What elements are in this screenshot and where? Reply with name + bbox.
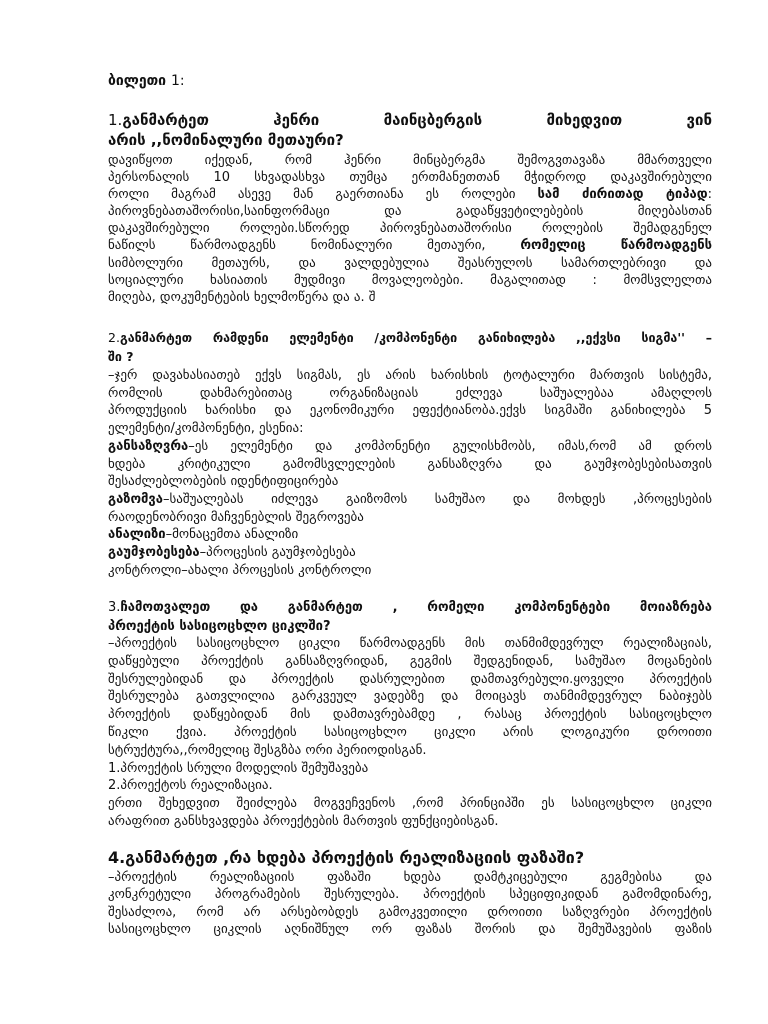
body-line: პიროვნებათაშორისი,საინფორმაცი და გადაწყვეტილებების მიღებასთან	[108, 204, 712, 220]
question-1-heading	[108, 110, 712, 150]
bold-term: გაზომვა	[108, 491, 163, 507]
heading-line: ში ?	[108, 349, 134, 364]
bold-term: სამ ძირითად ტიპად	[537, 187, 708, 203]
question-1-body	[108, 152, 712, 306]
body-text: როლი მაგრამ ასევე მან გაერთიანა ეს როლები	[108, 187, 538, 203]
heading-line: არის ,,ნომინალური მეთაური?	[108, 131, 344, 149]
body-line: –ჯერ დავახასიათებ ექვს სიგმას, ეს არის ხარისხის ტოტალური მართვის სისტემა,	[108, 368, 712, 383]
question-number: 3.	[108, 600, 121, 615]
body-line: დავიწყოთ იქედან, რომ ჰენრი მინცბერგმა შემოგვთავაზა მმართველი	[108, 153, 712, 168]
body-line: სოციალური ხასიათის მუდმივი მოვალეობები. მაგალითად : მომსვლელთა	[108, 272, 712, 288]
body-line	[108, 186, 712, 203]
body-line: პერსონალის 10 სხვადასხვა თუმცა ერთმანეთთან მჭიდროდ დაკავშირებული	[108, 170, 712, 186]
body-line: პროდუქციის ხარისხი და ეკონომიკური ეფექტიანობა.ექვს სიგმაში განიხილება 5	[108, 403, 712, 419]
question-number: 4.	[108, 848, 126, 867]
body-text: –პროცესის გაუმჯობესება	[199, 545, 356, 561]
body-line	[108, 544, 712, 562]
heading-line	[108, 848, 712, 868]
body-line: რომლის დახმარებითაც ორგანიზაციას ეძლევა საშუალებაა ამაღლოს	[108, 385, 712, 401]
body-line: –პროექტის სასიცოცხლო ციკლი წარმოადგენს მის თანმიმდევრულ რეალიზაციას,	[108, 636, 712, 651]
body-line: შესაძლებლობების იდენტიფიცირება	[108, 474, 339, 490]
body-line: დაკავშირებული როლები.სწორედ პიროვნებათაშორისი როლების შემადგენელ	[108, 221, 712, 237]
question-4-heading	[108, 848, 712, 868]
question-3-body	[108, 635, 712, 831]
heading-text: ჩამოთვალეთ და განმარტეთ , რომელი კომპონენტები მოიაზრება	[120, 600, 712, 615]
body-line: ელემენტი/კომპონენტი, ესენია:	[108, 421, 304, 437]
body-line: შესაძლოა, რომ არ არსებობდეს გამოკვეთილი დროითი საზღვრები პროექტის	[108, 904, 712, 920]
body-line: 1.პროექტის სრული მოდელის შემუშავება	[108, 760, 369, 776]
question-2-heading	[108, 328, 712, 366]
heading-line	[108, 110, 712, 130]
question-3-heading	[108, 598, 712, 636]
question-2-body	[108, 367, 712, 579]
body-line: ერთი შეხედვით შეიძლება მოგვეჩვენოს ,რომ პრინციპში ეს სასიცოცხლო ციკლი	[108, 796, 712, 812]
heading-text: განმარტეთ რამდენი ელემენტი /კომპონენტი განიხილება ,,ექვსი სიგმა'' –	[119, 330, 712, 345]
body-line: სტრუქტურა,,რომელიც შესგზბა ორი პერიოდისგან.	[108, 742, 427, 758]
heading-line: პროექტის სასიცოცხლო ციკლში?	[108, 619, 331, 634]
body-line: დაწყებული პროექტის განსაზღვრიდან, გეგმის შედგენიდან, სამუშაო მოცანების	[108, 653, 712, 669]
body-line: სასიცოცხლო ციკლის აღნიშნულ ორ ფაზას შორის და შემუშავების ფაზის	[108, 922, 712, 938]
body-line: შესრულებიდან და პროექტის დასრულებით დამთავრებული.ყოველი პროექტის	[108, 671, 712, 687]
ticket-title-number: 1:	[170, 73, 185, 89]
question-number: 1.	[108, 111, 123, 129]
body-text: –საშუალებას იძლევა გაიზომოს სამუშაო და მოხდეს ,პროცესების	[162, 491, 712, 507]
body-line	[108, 526, 712, 544]
heading-text: განმარტეთ ჰენრი მაინცბერგის მიხედვით ვინ	[122, 111, 712, 129]
body-line: სიმბოლური მეთაურს, და ვალდებულია შეასრულოს სამართლებრივი და	[108, 255, 712, 271]
body-text: –მონაცემთა ანალიზი	[165, 527, 299, 543]
body-line: 2.პროექტოს რეალიზაცია.	[108, 778, 273, 794]
heading-line	[108, 598, 712, 617]
body-line: რაოდენობრივი მაჩვენებლის შეგროვება	[108, 509, 364, 525]
bold-term: გაუმჯობესება	[108, 545, 200, 561]
body-line	[108, 438, 712, 456]
question-number: 2.	[108, 330, 120, 345]
body-text: –ეს ელემენტი და კომპონენტი გულისხმობს, იმას,რომ ამ დროს	[188, 438, 712, 454]
body-line: არაფრით განსხვავდება პროექტების მართვის ფუნქციებისგან.	[108, 813, 499, 829]
bold-term: ანალიზი	[108, 527, 166, 543]
body-line	[108, 237, 712, 254]
body-text: :	[707, 187, 712, 203]
body-line: –პროექტის რეალიზაციის ფაზაში ხდება დამტკიცებული გეგმებისა და	[108, 870, 712, 885]
body-line	[108, 491, 712, 509]
heading-text: განმარტეთ ,რა ხდება პროექტის რეალიზაციის ფაზაში?	[125, 848, 585, 867]
ticket-title	[108, 72, 712, 90]
heading-line	[108, 328, 712, 347]
body-text: ნაწილს წარმოადგენს ნომინალური მეთაური,	[108, 238, 521, 254]
bold-term: განსაზღვრა	[108, 438, 189, 454]
ticket-title-label: ბილეთი	[108, 73, 171, 89]
body-line: კონტროლი–ახალი პროცესის კონტროლი	[108, 562, 372, 578]
question-4-body	[108, 869, 712, 939]
body-line: მიღება, დოკუმენტების ხელმოწერა და ა. შ	[108, 289, 376, 305]
body-line: პროექტის დაწყებიდან მის დამთავრებამდე , რასაც პროექტის სასიცოცხლო	[108, 707, 712, 723]
body-line: კონკრეტული პროგრამების შესრულება. პროექტის სპეციფიკიდან გამომდინარე,	[108, 887, 712, 903]
bold-term: რომელიც წარმოადგენს	[520, 238, 713, 254]
body-line: შესრულება გათვლილია გარკვეულ ვადებზე და მოიცავს თანმიმდევრულ ნაბიჯებს	[108, 689, 712, 705]
body-line: წიკლი ქვია. პროექტის სასიცოცხლო ციკლი არის ლოგიკური დროითი	[108, 724, 712, 740]
body-line: ხდება კრიტიკული გამომსვლელების განსაზღვრა და გაუმჯობესებისათვის	[108, 456, 712, 472]
